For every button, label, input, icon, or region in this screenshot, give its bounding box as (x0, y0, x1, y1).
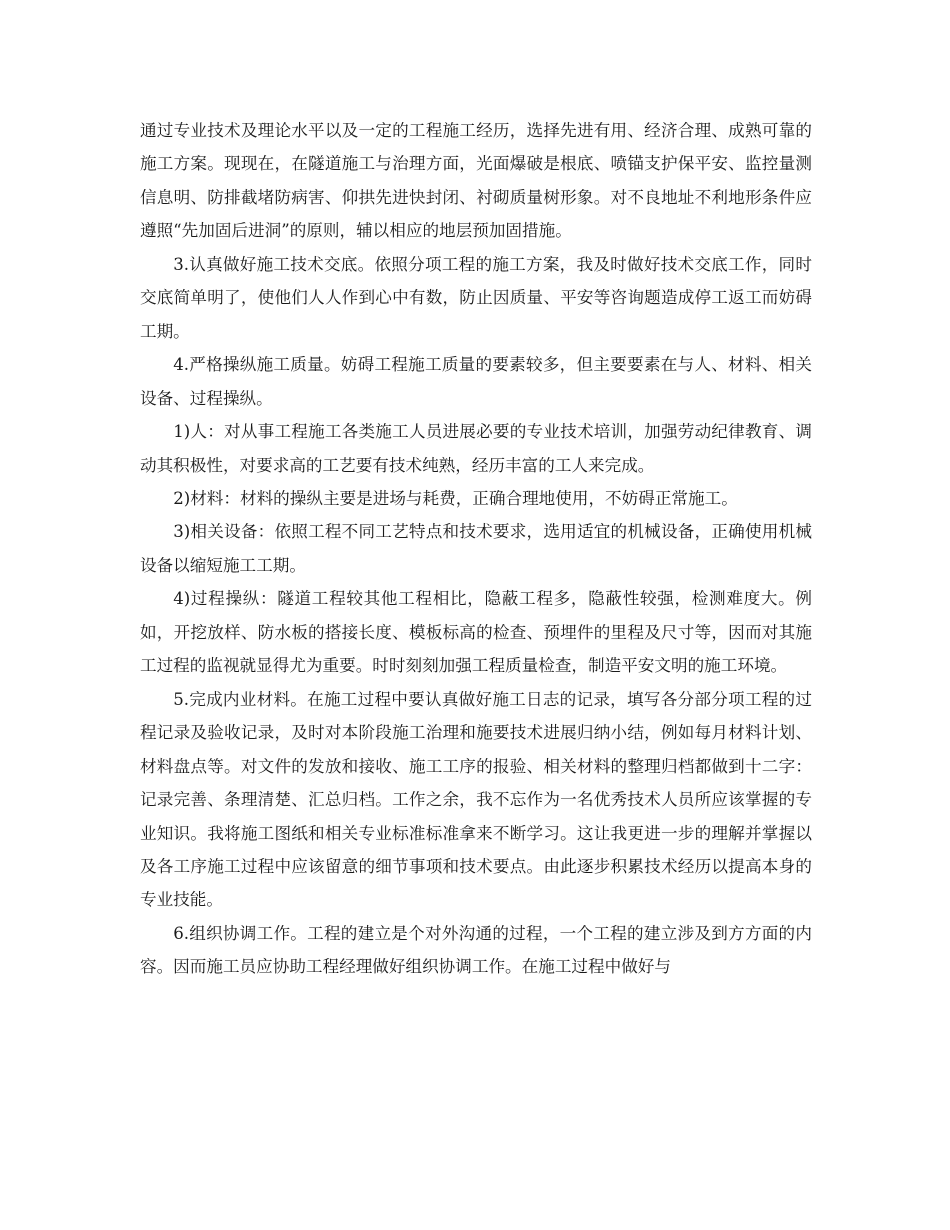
paragraph-4: 1)人：对从事工程施工各类施工人员进展必要的专业技术培训，加强劳动纪律教育、调动其积极性，对要求高的工艺要有技术纯熟，经历丰富的工人来完成。 (140, 422, 812, 475)
paragraph-5: 2)材料：材料的操纵主要是进场与耗费，正确合理地使用，不妨碍正常施工。 (173, 488, 738, 508)
paragraph-2: 3.认真做好施工技术交底。依照分项工程的施工方案，我及时做好技术交底工作，同时交底简单明了，使他们人人作到心中有数，防止因质量、平安等咨询题造成停工返工而妨碍工期。 (140, 254, 812, 341)
paragraph-6: 3)相关设备：依照工程不同工艺特点和技术要求，选用适宜的机械设备，正确使用机械设备以缩短施工工期。 (140, 522, 812, 575)
paragraph-8: 5.完成内业材料。在施工过程中要认真做好施工日志的记录，填写各分部分项工程的过程记录及验收记录，及时对本阶段施工治理和施要技术进展归纳小结，例如每月材料计划、材料盘点等。对文件的发放和接收、施工工序的报验、相关材料的整理归档都做到十二字：记录完善、条理清楚、汇总归档。工作之余，我不忘作为一名优秀技术人员所应该掌握的专业知识。我将施工图纸和相关专业标准标准拿来不断学习。这让我更进一步的理解并掌握以及各工序施工过程中应该留意的细节事项和技术要点。由此逐步积累技术经历以提高本身的专业技能。 (140, 689, 812, 910)
paragraph-3: 4.严格操纵施工质量。妨碍工程施工质量的要素较多，但主要要素在与人、材料、相关设备、过程操纵。 (140, 355, 812, 408)
document-body (140, 114, 812, 984)
paragraph-1: 通过专业技术及理论水平以及一定的工程施工经历，选择先进有用、经济合理、成熟可靠的施工方案。现现在，在隧道施工与治理方面，光面爆破是根底、喷锚支护保平安、监控量测信息明、防排截堵防病害、仰拱先进快封闭、衬砌质量树形象。对不良地址不利地形条件应遵照“先加固后进洞”的原则，辅以相应的地层预加固措施。 (140, 121, 812, 241)
paragraph-9: 6.组织协调工作。工程的建立是个对外沟通的过程，一个工程的建立涉及到方方面的内容。因而施工员应协助工程经理做好组织协调工作。在施工过程中做好与 (140, 923, 812, 977)
paragraph-7: 4)过程操纵：隧道工程较其他工程相比，隐蔽工程多，隐蔽性较强，检测难度大。例如，开挖放样、防水板的搭接长度、模板标高的检查、预埋件的里程及尺寸等，因而对其施工过程的监视就显得尤为重要。时时刻刻加强工程质量检查，制造平安文明的施工环境。 (140, 589, 812, 676)
